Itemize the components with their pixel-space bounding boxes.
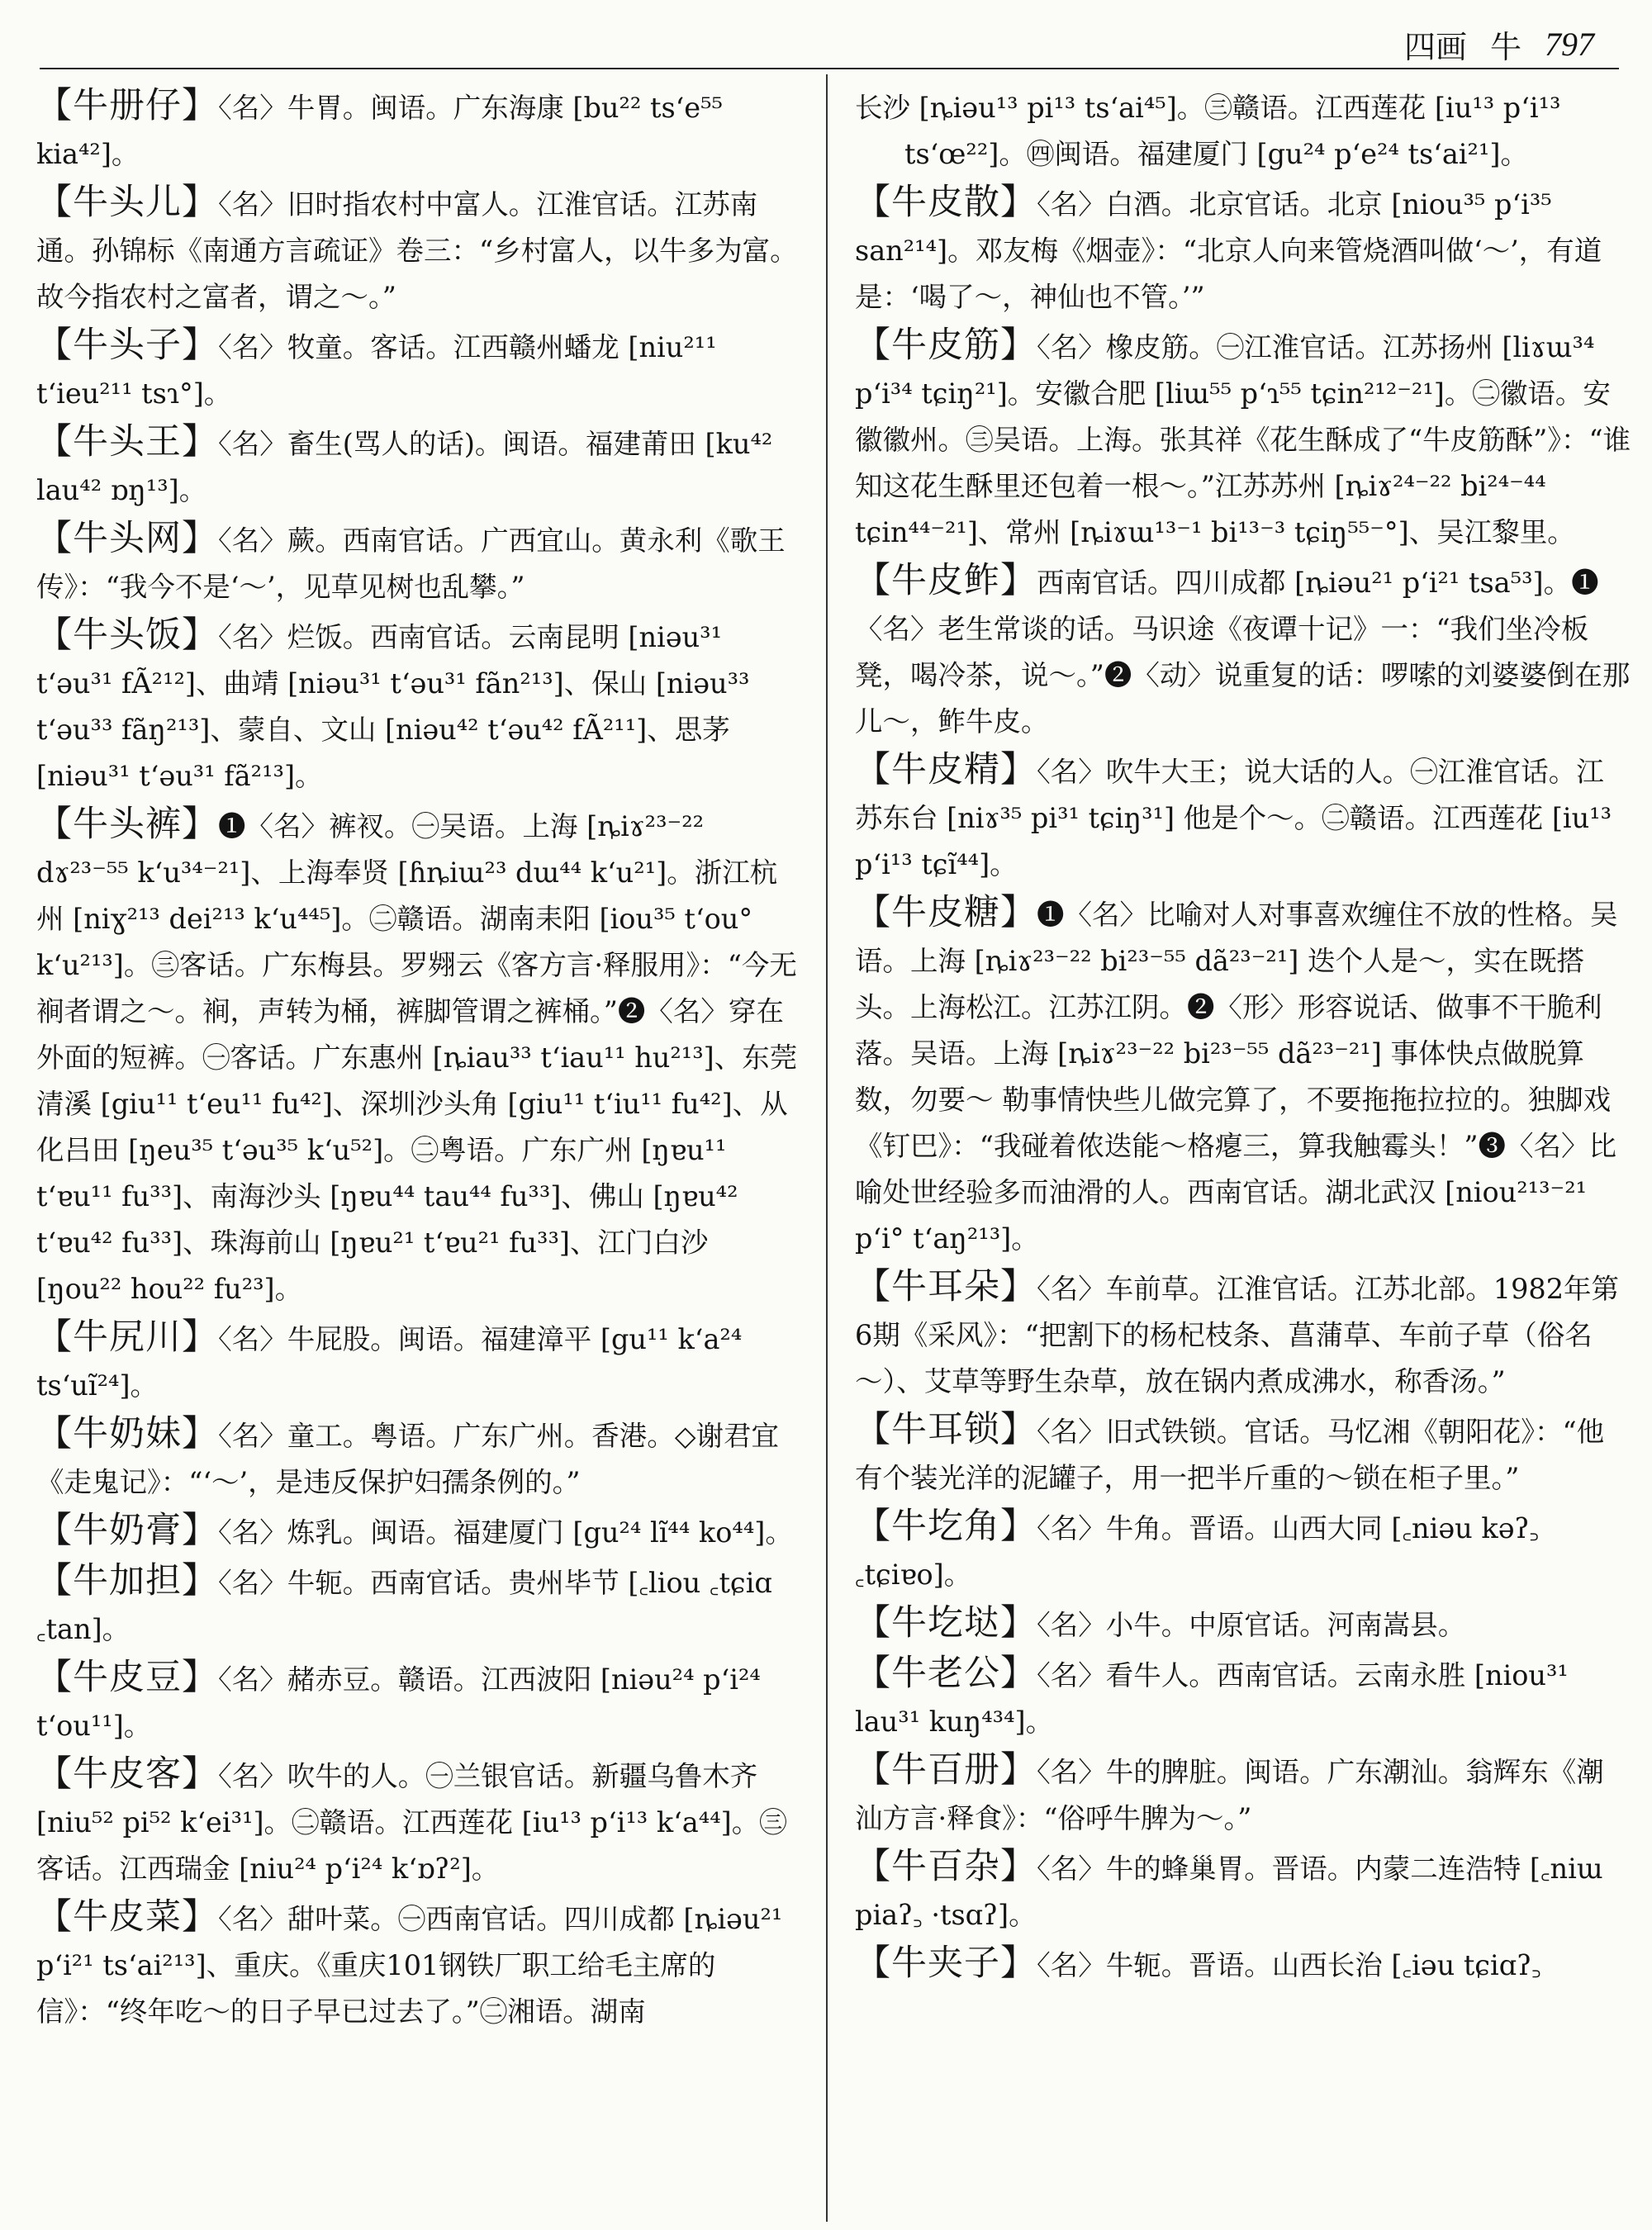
entry xyxy=(855,558,1631,745)
headword: 【牛头裤】 xyxy=(36,804,218,845)
headword: 【牛头网】 xyxy=(36,518,218,559)
entry xyxy=(855,1747,1631,1842)
left-column xyxy=(36,83,800,2213)
entry xyxy=(855,747,1631,888)
definition: 〈名〉橡皮筋。㊀江淮官话。江苏扬州 [liɤɯ³⁴ p‘i³⁴ tɕiŋ²¹]。安徽合肥 [liɯ⁵⁵ p‘ɿ⁵⁵ tɕin²¹²⁻²¹]。㊁徽语。安徽徽州。㊂吴语。上海。张其祥《花生酥成了“牛皮筋酥”》：“谁知这花生酥里还包着一根～。”江苏苏州 [ȵiɤ²⁴⁻²² bi²⁴⁻⁴⁴ tɕin⁴⁴⁻²¹]、常州 [ȵiɤɯ¹³⁻¹ bi¹³⁻³ tɕiŋ⁵⁵⁻°]、吴江黎里。 xyxy=(855,331,1631,548)
headword: 【牛尻川】 xyxy=(36,1317,218,1358)
headword: 【牛夹子】 xyxy=(855,1943,1037,1984)
headword: 【牛百册】 xyxy=(855,1749,1037,1791)
headword: 【牛皮客】 xyxy=(36,1753,218,1795)
entry xyxy=(855,890,1631,1262)
definition: 〈名〉牛屁股。闽语。福建漳平 [gu¹¹ k‘a²⁴ ts‘uĩ²⁴]。 xyxy=(36,1323,743,1402)
headword: 【牛奶膏】 xyxy=(36,1510,218,1551)
headword: 【牛奶妹】 xyxy=(36,1413,218,1454)
definition: 〈名〉牛轭。晋语。山西长治 [꜀iəu tɕiɑʔ꜆ xyxy=(1037,1949,1541,1981)
definition: 〈名〉车前草。江淮官话。江苏北部。1982年第6期《采风》：“把割下的杨杞枝条、菖蒲草、车前子草（俗名～）、艾草等野生杂草，放在锅内煮成沸水，称香汤。” xyxy=(855,1273,1620,1397)
definition: 〈名〉畜生(骂人的话)。闽语。福建莆田 [ku⁴² lau⁴² ɒŋ¹³]。 xyxy=(36,428,773,506)
headword: 【牛头饭】 xyxy=(36,614,218,656)
definition: 〈名〉蕨。西南官话。广西宜山。黄永利《歌王传》：“我今不是‘～’，见草见树也乱攀。” xyxy=(36,524,786,603)
section-label: 四画 xyxy=(1403,28,1467,65)
definition: 〈名〉牛角。晋语。山西大同 [꜀niəu kəʔ꜆ ꜀tɕiɐo]。 xyxy=(855,1512,1540,1591)
entry xyxy=(36,1411,800,1506)
entry xyxy=(36,1314,800,1409)
entry xyxy=(855,179,1631,320)
headword: 【牛圪角】 xyxy=(855,1506,1037,1547)
headword: 【牛皮筋】 xyxy=(855,325,1037,366)
definition: 长沙 [ȵiəu¹³ pi¹³ ts‘ai⁴⁵]。㊂赣语。江西莲花 [iu¹³ p‘i¹³ ts‘œ²²]。㊃闽语。福建厦门 [gu²⁴ p‘e²⁴ ts‘ai²¹]。 xyxy=(855,92,1561,170)
entry-continuation xyxy=(855,83,1631,178)
headword: 【牛加担】 xyxy=(36,1560,218,1601)
definition: 〈名〉炼乳。闽语。福建厦门 [gu²⁴ lĩ⁴⁴ ko⁴⁴]。 xyxy=(218,1516,793,1549)
headword: 【牛皮菜】 xyxy=(36,1896,218,1938)
headword: 【牛册仔】 xyxy=(36,85,218,126)
entry xyxy=(36,1894,800,2035)
entry xyxy=(36,515,800,610)
definition: 〈名〉旧式铁锁。官话。马忆湘《朝阳花》：“他有个装光洋的泥罐子，用一把半斤重的～锁在柜子里。” xyxy=(855,1416,1605,1494)
definition: 〈名〉童工。粤语。广东广州。香港。◇谢君宜《走鬼记》：“‘～’，是违反保护妇孺条例的。” xyxy=(36,1420,780,1498)
definition: 〈名〉小牛。中原官话。河南嵩县。 xyxy=(1037,1609,1466,1641)
page-number: 797 xyxy=(1545,25,1594,63)
radical-label: 牛 xyxy=(1489,28,1521,65)
definition: 〈名〉牛的蜂巢胃。晋语。内蒙二连浩特 [꜀niɯ piaʔ꜆ ·tsɑʔ]。 xyxy=(855,1853,1603,1931)
headword: 【牛耳锁】 xyxy=(855,1409,1037,1450)
headword: 【牛皮糖】 xyxy=(855,892,1037,933)
headword: 【牛头王】 xyxy=(36,421,218,463)
definition: 〈名〉吹牛大王；说大话的人。㊀江淮官话。江苏东台 [niɤ³⁵ pi³¹ tɕiŋ³¹] 他是个～。㊁赣语。江西莲花 [iu¹³ p‘i¹³ tɕĩ⁴⁴]。 xyxy=(855,756,1612,880)
entry xyxy=(36,801,800,1312)
entry xyxy=(36,1751,800,1892)
definition: 〈名〉赭赤豆。赣语。江西波阳 [niəu²⁴ p‘i²⁴ t‘ou¹¹]。 xyxy=(36,1663,761,1742)
definition: 〈名〉牛胃。闽语。广东海康 [bu²² ts‘e⁵⁵ kia⁴²]。 xyxy=(36,92,723,170)
entry xyxy=(36,1654,800,1749)
header-rule xyxy=(40,68,1619,69)
definition: 〈名〉甜叶菜。㊀西南官话。四川成都 [ȵiəu²¹ p‘i²¹ ts‘ai²¹³]、重庆。《重庆101钢铁厂职工给毛主席的信》：“终年吃～的日子早已过去了。”㊁湘语。湖南 xyxy=(36,1903,783,2028)
entry xyxy=(855,1650,1631,1745)
definition: 〈名〉烂饭。西南官话。云南昆明 [niəu³¹ t‘əu³¹ fÃ²¹²]、曲靖 [niəu³¹ t‘əu³¹ fãn²¹³]、保山 [niəu³³ t‘əu³³ fãŋ²¹³]、蒙自、文山 [niəu⁴² t‘əu⁴² fÃ²¹¹]、思茅 [niəu³¹ t‘əu³¹ fã²¹³]。 xyxy=(36,621,750,792)
entry xyxy=(36,1558,800,1653)
headword: 【牛皮散】 xyxy=(855,182,1037,223)
definition: 〈名〉看牛人。西南官话。云南永胜 [niou³¹ lau³¹ kuŋ⁴³⁴]。 xyxy=(855,1659,1569,1738)
headword: 【牛百杂】 xyxy=(855,1846,1037,1887)
entry xyxy=(855,1264,1631,1405)
entry xyxy=(36,1507,800,1556)
headword: 【牛圪垯】 xyxy=(855,1602,1037,1644)
page-header xyxy=(1404,15,1594,73)
entry xyxy=(36,83,800,178)
column-divider xyxy=(826,74,828,2222)
entry xyxy=(36,419,800,514)
entry xyxy=(855,1407,1631,1502)
definition: ❶〈名〉比喻对人对事喜欢缠住不放的性格。吴语。上海 [ȵiɤ²³⁻²² bi²³⁻⁵⁵ dã²³⁻²¹] 迭个人是～，实在既搭头。上海松江。江苏江阴。❷〈形〉形容说话、做事不干脆利落。吴语。上海 [ȵiɤ²³⁻²² bi²³⁻⁵⁵ dã²³⁻²¹] 事体快点做脱算数，勿要～ 勒事情快些儿做完算了，不要拖拖拉拉的。独脚戏《钉巴》：“我碰着侬迭能～格瘪三，算我触霉头！”❸〈名〉比喻处世经验多而油滑的人。西南官话。湖北武汉 [niou²¹³⁻²¹ p‘i° t‘aŋ²¹³]。 xyxy=(855,899,1618,1255)
headword: 【牛皮豆】 xyxy=(36,1657,218,1698)
headword: 【牛皮鲊】 xyxy=(855,560,1037,601)
headword: 【牛头儿】 xyxy=(36,182,218,223)
entry xyxy=(855,1940,1631,1989)
definition: 〈名〉牛轭。西南官话。贵州毕节 [꜀liou ꜀tɕiɑ ꜀tan]。 xyxy=(36,1567,772,1645)
entry xyxy=(36,612,800,799)
definition: 〈名〉吹牛的人。㊀兰银官话。新疆乌鲁木齐 [niu⁵² pi⁵² k‘ei³¹]。㊁赣语。江西莲花 [iu¹³ p‘i¹³ k‘a⁴⁴]。㊂客话。江西瑞金 [niu²⁴ p‘i²⁴ k‘ɒʔ²]。 xyxy=(36,1760,787,1885)
headword: 【牛皮精】 xyxy=(855,749,1037,790)
definition: 〈名〉旧时指农村中富人。江淮官话。江苏南通。孙锦标《南通方言疏证》卷三：“乡村富人，以牛多为富。故今指农村之富者，谓之～。” xyxy=(36,188,798,313)
entry xyxy=(855,1600,1631,1649)
definition: 〈名〉牧童。客话。江西赣州蟠龙 [niu²¹¹ t‘ieu²¹¹ tsɿ°]。 xyxy=(36,331,717,410)
definition: 西南官话。四川成都 [ȵiəu²¹ p‘i²¹ tsa⁵³]。❶〈名〉老生常谈的话。马识途《夜谭十记》一：“我们坐冷板凳，喝冷茶，说～。”❷〈动〉说重复的话：啰嗦的刘婆婆倒在那儿～，鲊牛皮。 xyxy=(855,567,1631,738)
entry xyxy=(36,179,800,320)
definition: 〈名〉白酒。北京官话。北京 [niou³⁵ p‘i³⁵ san²¹⁴]。邓友梅《烟壶》：“北京人向来管烧酒叫做‘～’，有道是：‘喝了～，神仙也不管。’” xyxy=(855,188,1602,313)
entry xyxy=(855,1503,1631,1598)
headword: 【牛老公】 xyxy=(855,1653,1037,1694)
entry xyxy=(36,322,800,417)
right-column xyxy=(855,83,1631,2213)
entry xyxy=(855,1843,1631,1938)
headword: 【牛耳朵】 xyxy=(855,1266,1037,1307)
definition: 〈名〉牛的脾脏。闽语。广东潮汕。翁辉东《潮汕方言·释食》：“俗呼牛脾为～。” xyxy=(855,1756,1604,1834)
headword: 【牛头子】 xyxy=(36,325,218,366)
definition: ❶〈名〉裤衩。㊀吴语。上海 [ȵiɤ²³⁻²² dɤ²³⁻⁵⁵ k‘u³⁴⁻²¹]、上海奉贤 [ɦȵiɯ²³ dɯ⁴⁴ k‘u²¹]。浙江杭州 [niɣ²¹³ dei²¹³ k‘u⁴⁴⁵]。㊁赣语。湖南耒阳 [iou³⁵ t‘ou° k‘u²¹³]。㊂客话。广东梅县。罗翙云《客方言·释服用》：“今无裥者谓之～。裥，声转为桶，裤脚管谓之裤桶。”❷〈名〉穿在外面的短裤。㊀客话。广东惠州 [ȵiau³³ t‘iau¹¹ hu²¹³]、东莞清溪 [giu¹¹ t‘eu¹¹ fu⁴²]、深圳沙头角 [giu¹¹ t‘iu¹¹ fu⁴²]、从化吕田 [ŋeu³⁵ t‘əu³⁵ k‘u⁵²]。㊁粤语。广东广州 [ŋɐu¹¹ t‘ɐu¹¹ fu³³]、南海沙头 [ŋɐu⁴⁴ tau⁴⁴ fu³³]、佛山 [ŋɐu⁴² t‘ɐu⁴² fu³³]、珠海前山 [ŋɐu²¹ t‘ɐu²¹ fu³³]、江门白沙 [ŋou²² hou²² fu²³]。 xyxy=(36,810,798,1305)
entry xyxy=(855,322,1631,556)
